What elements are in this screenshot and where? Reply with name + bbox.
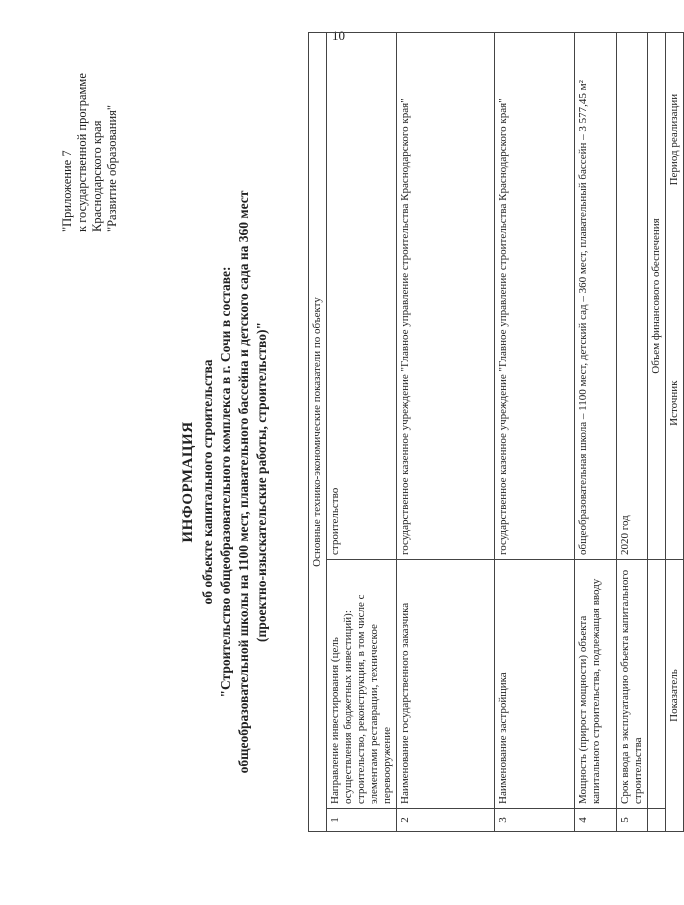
financing-header: Объем финансового обеспечения [648, 33, 666, 560]
source-period-cell [666, 33, 684, 560]
row-label: Наименование государственного заказчика [397, 560, 495, 809]
page-number: 10 [332, 28, 345, 43]
appendix-line: к государственной программе [75, 73, 89, 232]
row-value: 2020 год [617, 33, 648, 560]
object-name-line: общеобразовательной школы на 1100 мест, плавательного бассейна и детского сада на 360 мест [236, 190, 251, 774]
col-source: Источник [668, 380, 680, 426]
document-heading [180, 132, 270, 832]
empty-cell [648, 809, 666, 832]
object-name-line: (проектно-изыскательские работы, строительство)" [254, 322, 269, 642]
table-row [327, 33, 397, 832]
row-label: Наименование застройщика [495, 560, 575, 809]
row-value: государственное казенное учреждение "Главное управление строительства Краснодарского края" [495, 33, 575, 560]
info-table [308, 32, 684, 832]
row-value: государственное казенное учреждение "Главное управление строительства Краснодарского края" [397, 33, 495, 560]
appendix-line: "Развитие образования" [105, 105, 119, 232]
row-number: 2 [397, 809, 495, 832]
document-title: ИНФОРМАЦИЯ [180, 421, 196, 543]
row-label: Срок ввода в эксплуатацию объекта капитального строительства [617, 560, 648, 809]
section-header-row [309, 33, 327, 832]
col-period: Период реализации [668, 93, 680, 186]
row-value: общеобразовательная школа – 1100 мест, детский сад – 360 мест, плавательный бассейн – 3 577,45 м² [575, 33, 617, 560]
row-label: Направление инвестирования (цель осуществления бюджетных инвестиций): строительство, реконструкция, в том числе с элементами реставрации, техническое перевооружение [327, 560, 397, 809]
table-row [495, 33, 575, 832]
object-name-line: "Строительство общеобразовательного комплекса в г. Сочи в составе: [218, 266, 233, 698]
row-number: 1 [327, 809, 397, 832]
document-subtitle: об объекте капитального строительства [200, 359, 215, 605]
empty-cell [648, 560, 666, 809]
col-indicator: Показатель [666, 560, 684, 832]
row-value: строительство [327, 33, 397, 560]
column-header-row [666, 33, 684, 832]
row-number: 3 [495, 809, 575, 832]
section-header: Основные технико-экономические показатели по объекту [309, 33, 327, 832]
row-number: 5 [617, 809, 648, 832]
rotated-sheet [40, 32, 680, 872]
table-row [617, 33, 648, 832]
appendix-note [60, 32, 120, 232]
row-label: Мощность (прирост мощности) объекта капитального строительства, подлежащая вводу [575, 560, 617, 809]
table-row [397, 33, 495, 832]
appendix-line: Краснодарского края [90, 120, 104, 232]
row-number: 4 [575, 809, 617, 832]
table-row [575, 33, 617, 832]
financing-header-row [648, 33, 666, 832]
appendix-line: "Приложение 7 [60, 150, 74, 232]
